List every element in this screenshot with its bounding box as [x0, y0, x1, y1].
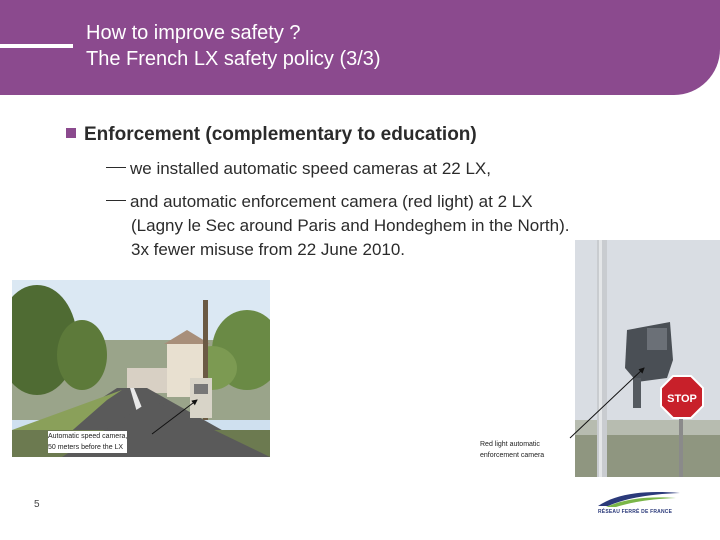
rff-logo-icon [596, 488, 682, 510]
stop-sign-text: STOP [667, 393, 697, 405]
red-light-camera-caption [480, 439, 544, 461]
dash-icon [106, 200, 126, 201]
header-banner [0, 0, 720, 95]
bullet-square-icon [66, 128, 76, 138]
header-accent-line [0, 44, 73, 48]
red-light-camera-caption-line-2: enforcement camera [480, 452, 545, 459]
sub-bullet-1 [106, 157, 491, 181]
page-number: 5 [34, 499, 40, 510]
logo-text: RÉSEAU FERRÉ DE FRANCE [598, 509, 673, 515]
red-light-camera-caption-line-1: Red light automatic [480, 441, 540, 448]
main-bullet-text: Enforcement (complementary to education) [84, 124, 477, 145]
title-line-2: The French LX safety policy (3/3) [86, 48, 381, 70]
red-light-camera-image [575, 240, 720, 477]
main-bullet [66, 124, 477, 146]
slide-title [86, 20, 381, 72]
red-light-camera-photo [575, 240, 720, 477]
sub-bullet-2 [106, 190, 569, 262]
speed-camera-caption-line-1: Automatic speed camera, [48, 433, 128, 440]
speed-camera-caption [48, 431, 127, 453]
speed-camera-caption-line-2: 50 meters before the LX [48, 444, 124, 451]
dash-icon [106, 167, 126, 168]
sub-bullet-1-text: we installed automatic speed cameras at 22 LX, [130, 159, 491, 178]
sub-bullet-2-line-1: and automatic enforcement camera (red light) at 2 LX [130, 192, 533, 211]
sub-bullet-2-line-3: 3x fewer misuse from 22 June 2010. [131, 240, 406, 259]
sub-bullet-2-line-2: (Lagny le Sec around Paris and Hondeghem in the North). [131, 216, 570, 235]
title-line-1: How to improve safety ? [86, 22, 301, 44]
